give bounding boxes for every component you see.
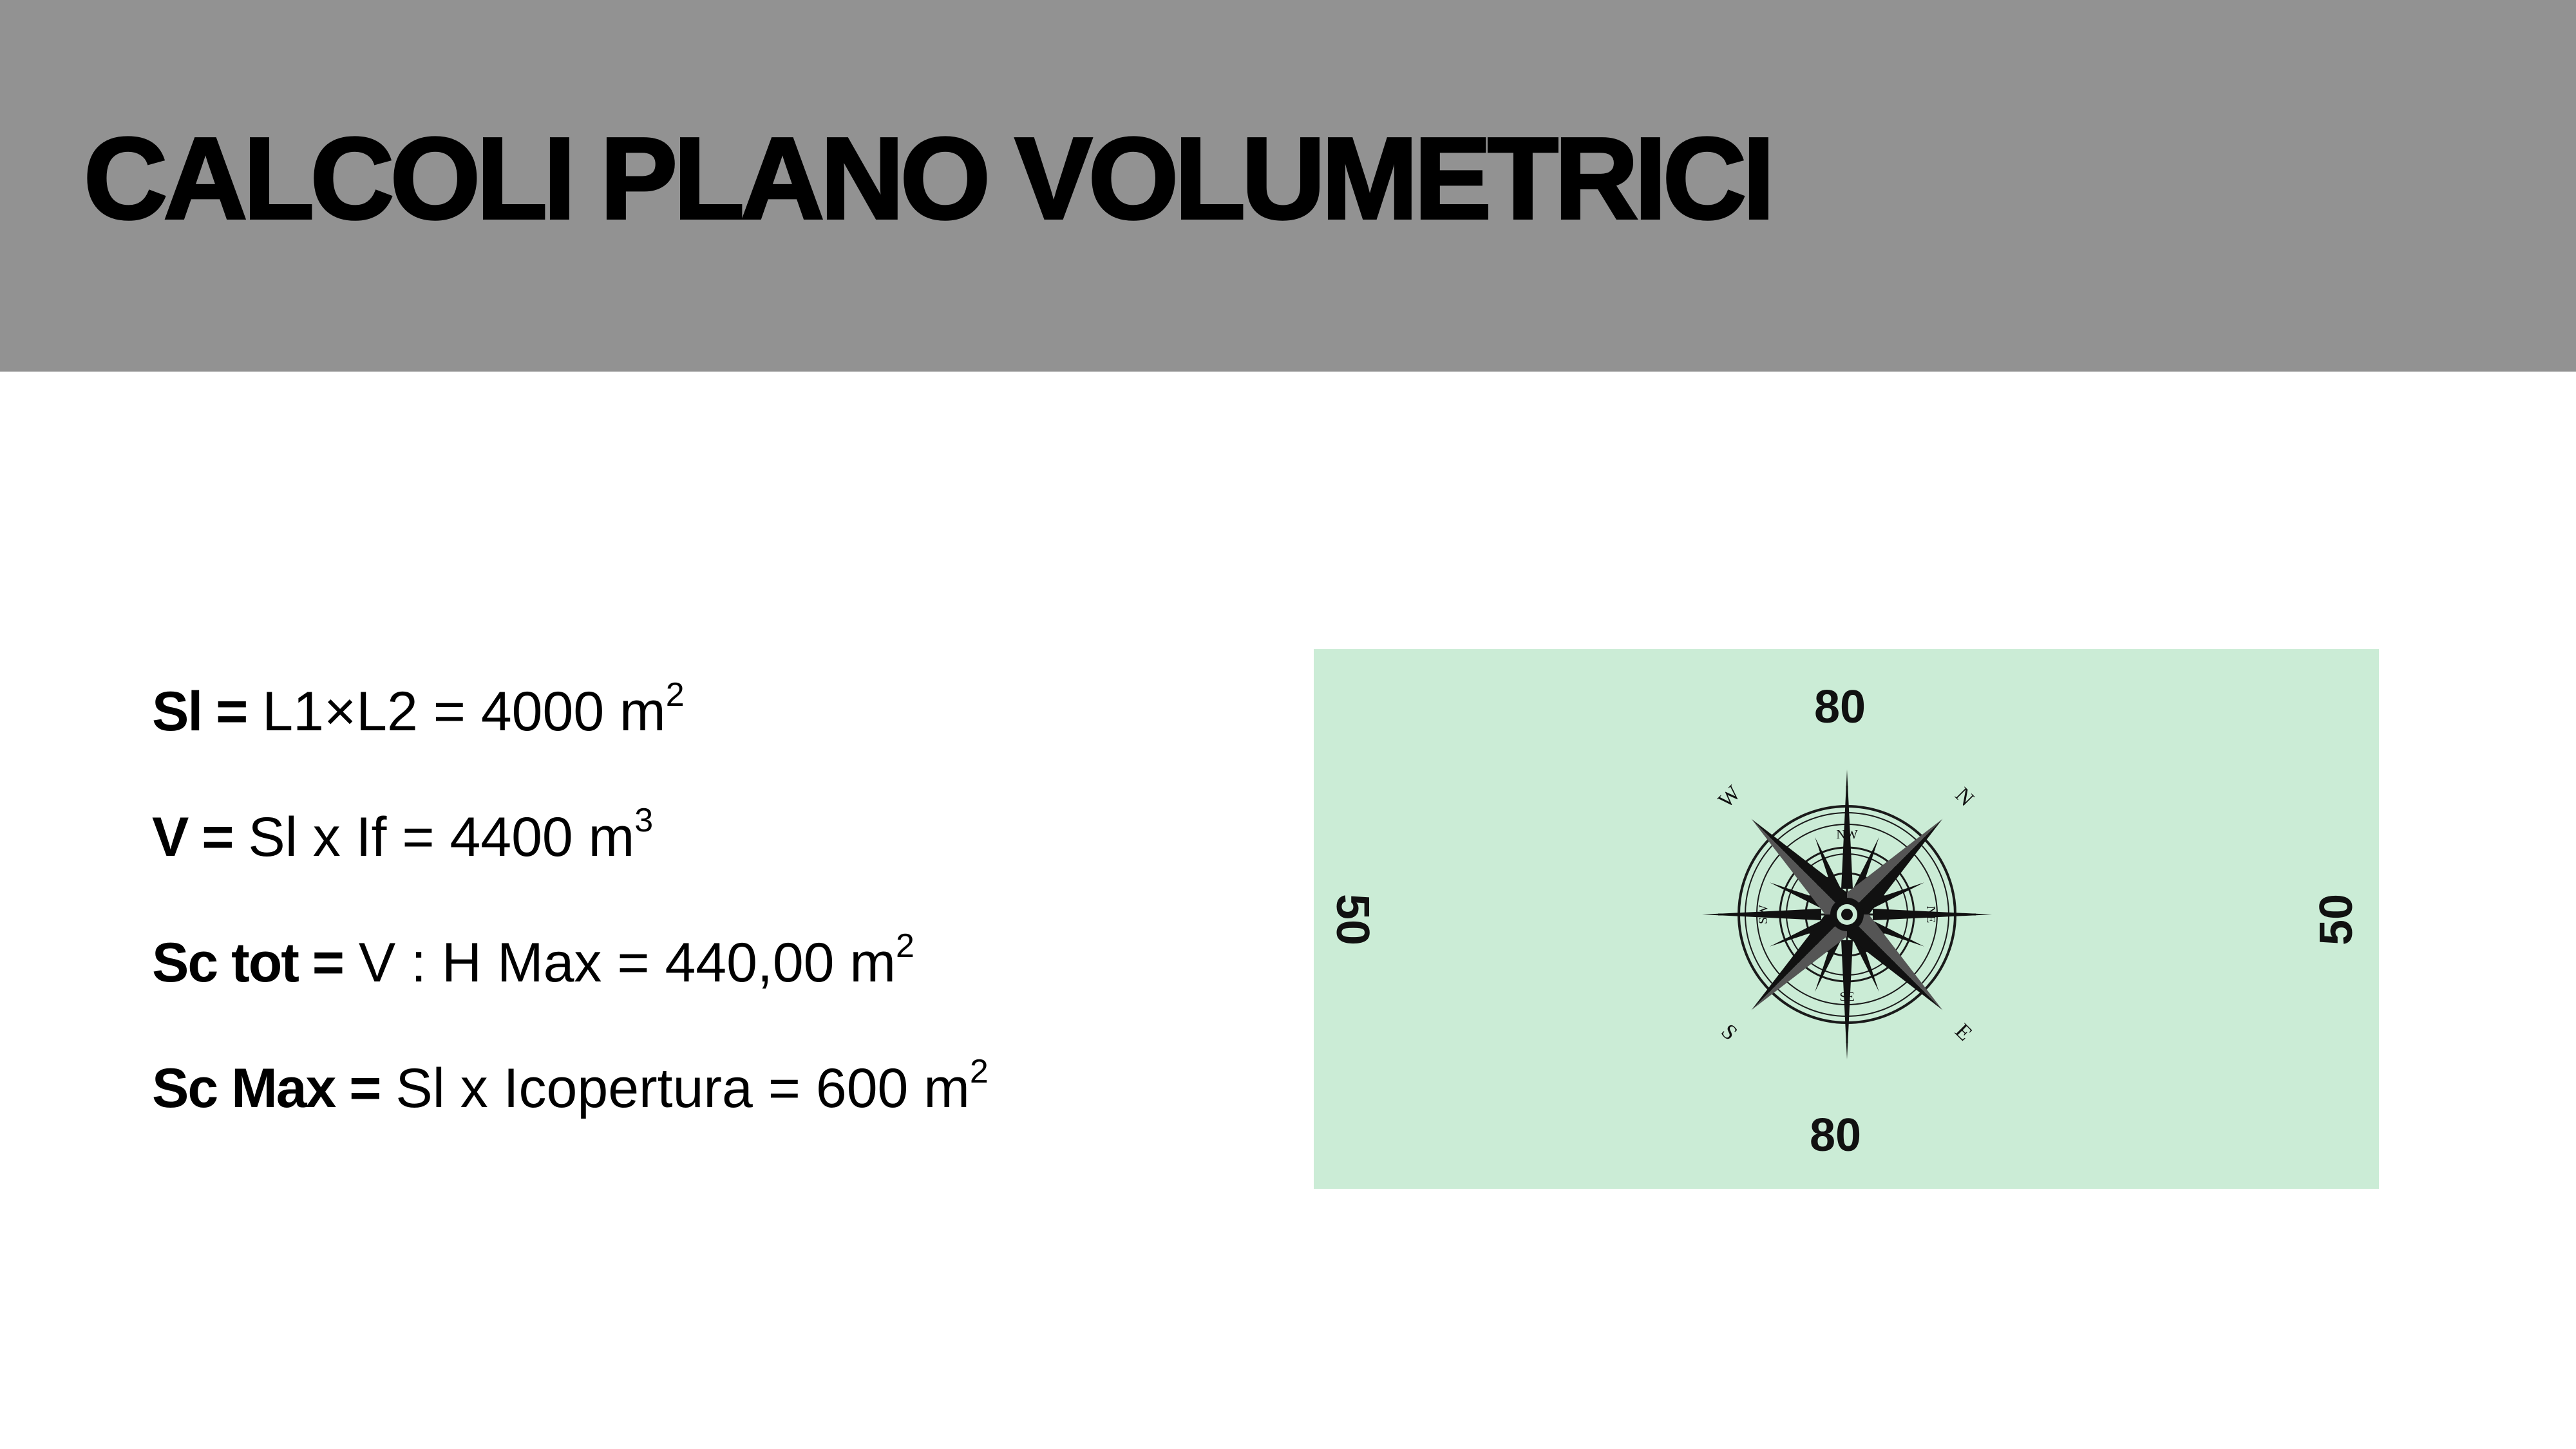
formula-exponent: 2	[665, 676, 685, 714]
formula-label: Sl =	[152, 681, 247, 743]
dimension-top: 80	[1814, 681, 1866, 733]
compass-label-s: S	[1716, 1019, 1742, 1045]
formula-exponent: 3	[634, 802, 654, 839]
dimension-left: 50	[1327, 894, 1378, 946]
formula-label: Sc tot =	[152, 932, 344, 994]
formula-sl	[152, 676, 1247, 802]
compass-label-n: N	[1950, 782, 1979, 811]
formula-sc-max	[152, 1053, 1247, 1179]
formula-exponent: 2	[896, 927, 914, 965]
formula-sc-tot	[152, 927, 1247, 1053]
formula-exponent: 2	[969, 1053, 989, 1090]
formula-expression: Sl x Icopertura = 600 m	[395, 1057, 970, 1119]
compass-label-se: SE	[1839, 990, 1855, 1004]
compass-label-e: E	[1950, 1019, 1977, 1046]
formula-expression: L1×L2 = 4000 m	[262, 681, 666, 743]
compass-label-w: W	[1714, 781, 1746, 813]
formula-expression: V : H Max = 440,00 m	[358, 932, 896, 994]
formula-v	[152, 802, 1247, 927]
compass-label-ne: NE	[1924, 905, 1938, 923]
formula-expression: Sl x If = 4400 m	[248, 806, 635, 868]
formula-list	[152, 676, 1247, 1179]
dimension-right: 50	[2311, 893, 2362, 945]
lot-plan	[1314, 649, 2379, 1189]
compass-label-nw: NW	[1836, 828, 1858, 842]
formula-label: V =	[152, 806, 233, 868]
dimension-bottom: 80	[1810, 1110, 1862, 1161]
formula-label: Sc Max =	[152, 1057, 381, 1119]
header-band	[0, 0, 2576, 372]
compass-label-sw: SW	[1756, 905, 1770, 924]
page-title: CALCOLI PLANO VOLUMETRICI	[84, 114, 1771, 243]
compass-rose-icon	[1699, 766, 1995, 1063]
